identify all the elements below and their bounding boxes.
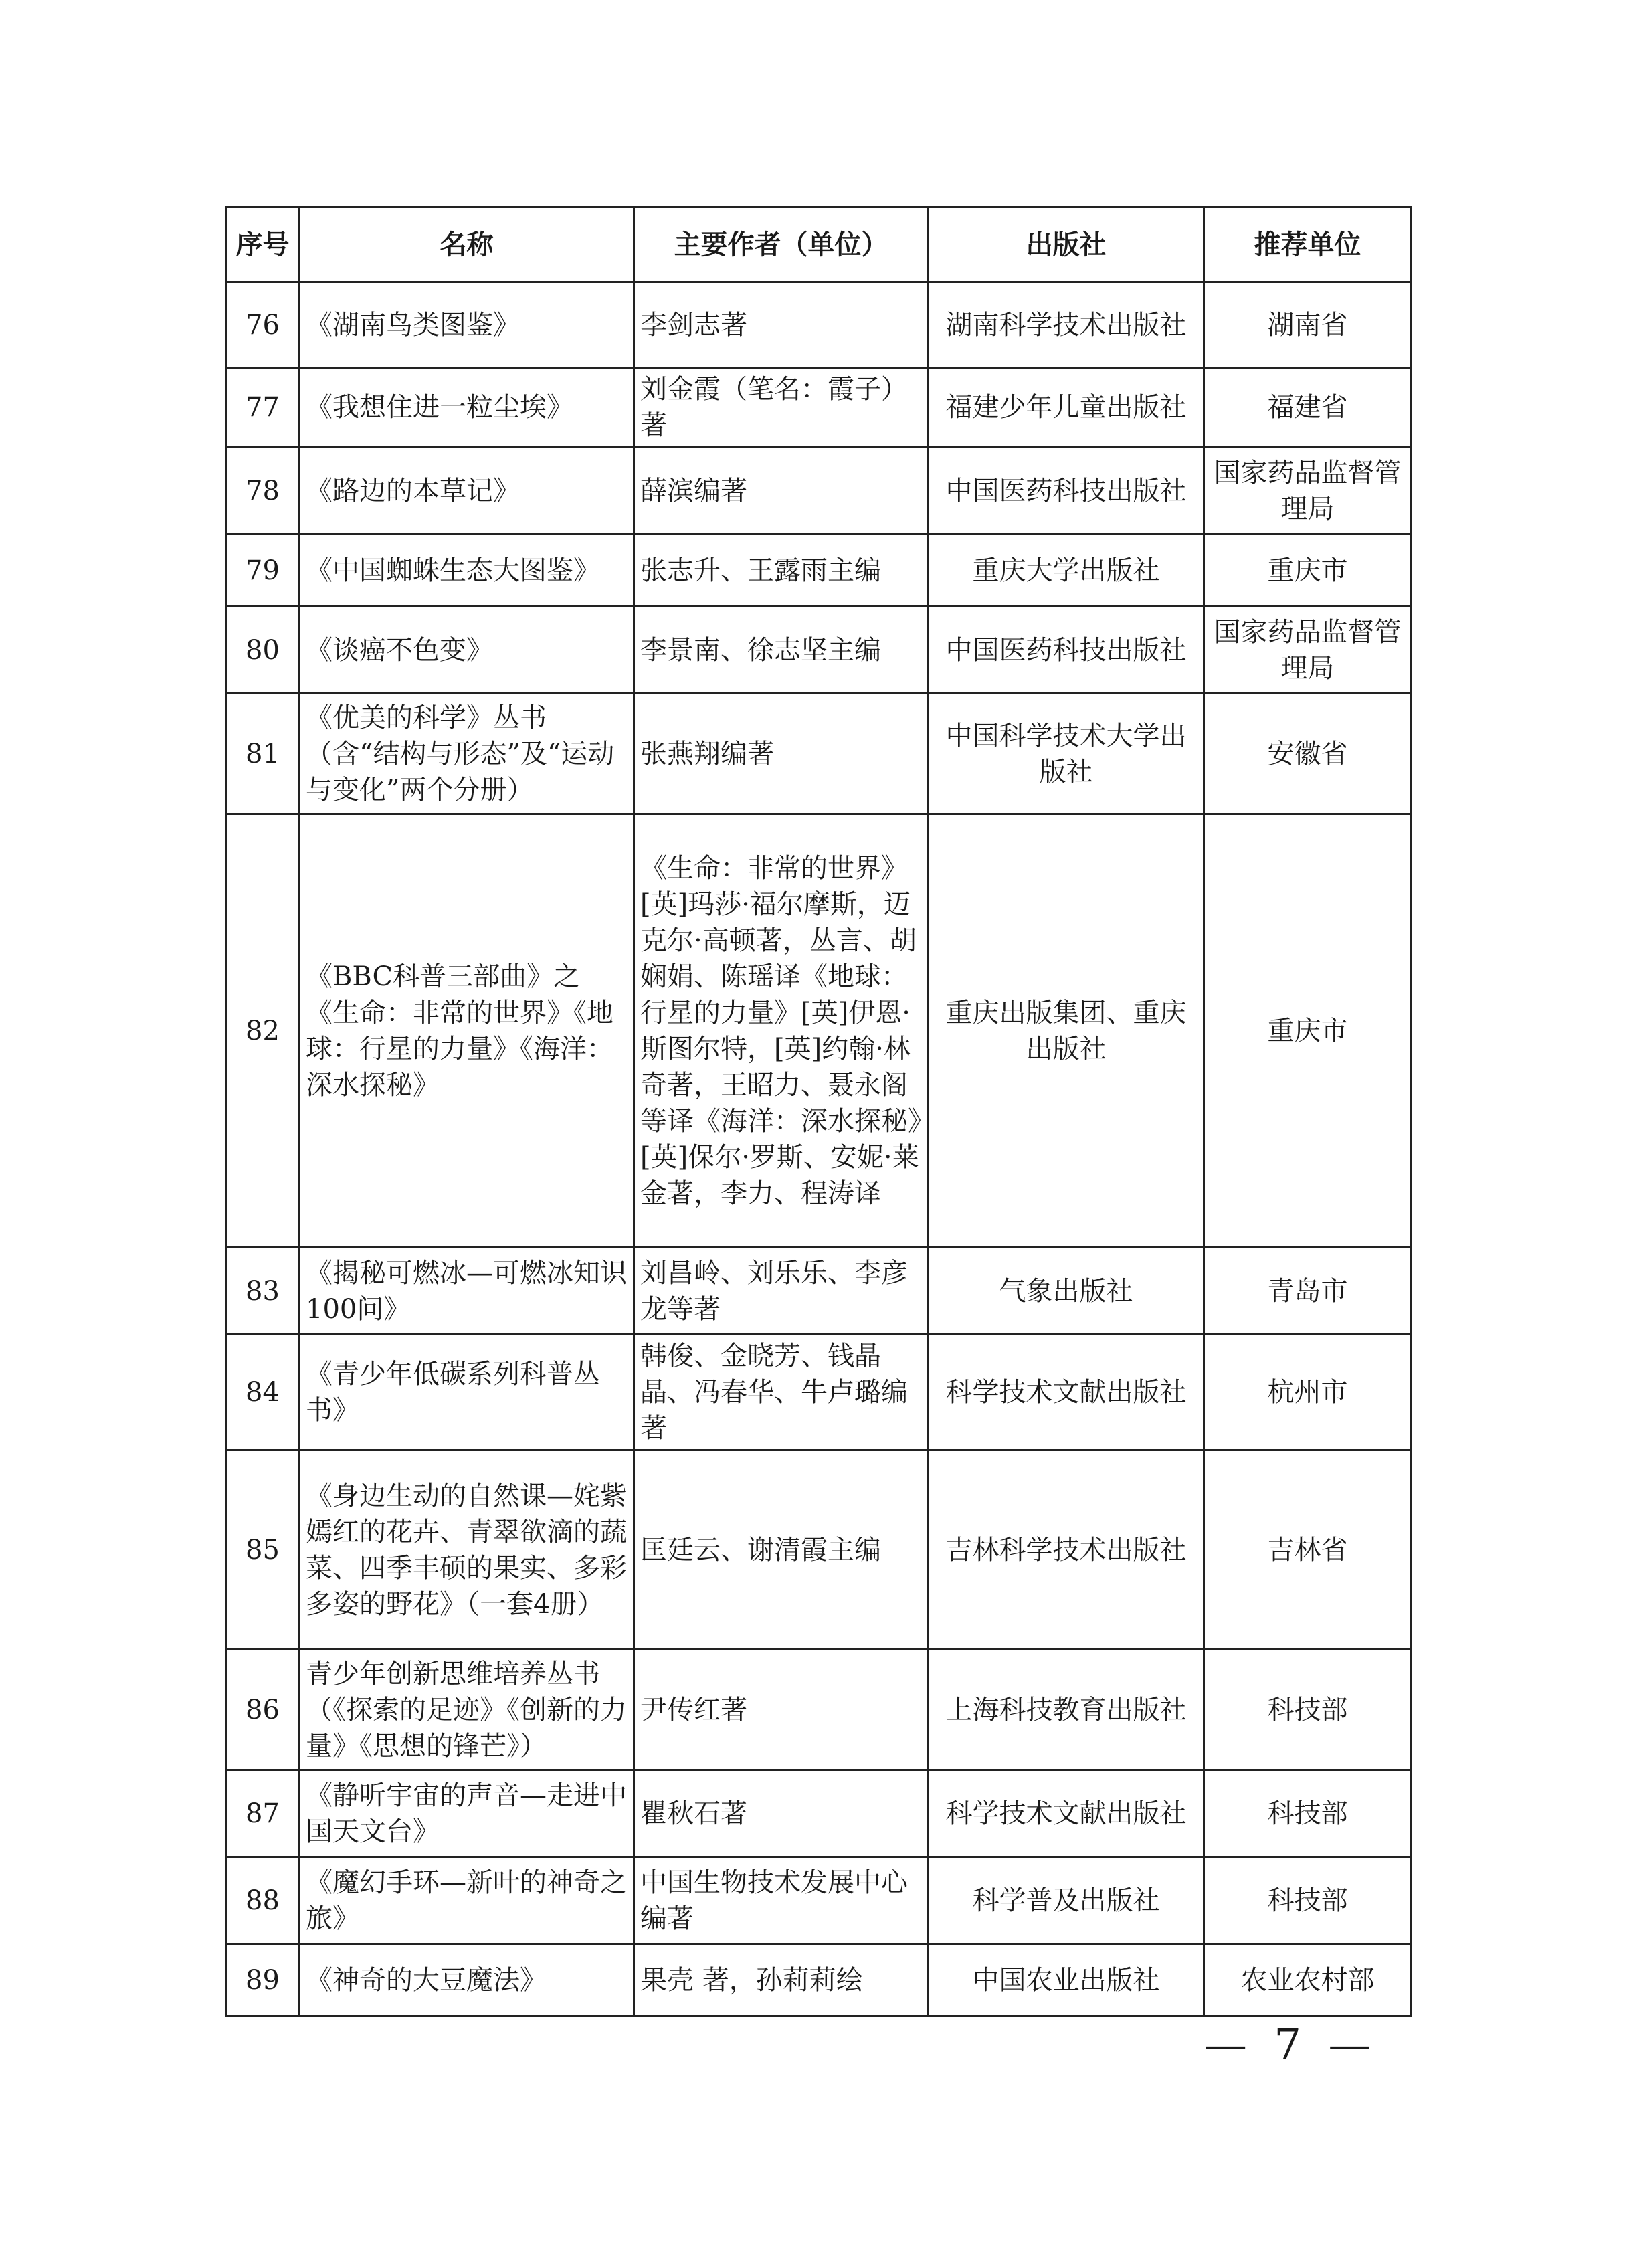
row-title: 《静听宇宙的声音—走进中国天文台》: [300, 1770, 634, 1857]
row-publisher: 科学技术文献出版社: [929, 1335, 1204, 1450]
table-row: [226, 694, 1412, 814]
table-row: [226, 368, 1412, 448]
row-author: 中国生物技术发展中心编著: [634, 1857, 929, 1944]
row-index: 81: [226, 694, 300, 814]
row-publisher: 中国医药科技出版社: [929, 607, 1204, 694]
row-index: 82: [226, 814, 300, 1248]
row-title: 《优美的科学》丛书（含“结构与形态”及“运动与变化”两个分册）: [300, 694, 634, 814]
row-recommender: 福建省: [1204, 368, 1412, 448]
row-publisher: 重庆出版集团、重庆出版社: [929, 814, 1204, 1248]
row-author: 尹传红著: [634, 1650, 929, 1770]
header-index: 序号: [226, 207, 300, 282]
row-title: 《湖南鸟类图鉴》: [300, 282, 634, 368]
header-author: 主要作者（单位）: [634, 207, 929, 282]
row-publisher: 上海科技教育出版社: [929, 1650, 1204, 1770]
row-author: 刘昌岭、刘乐乐、李彦龙等著: [634, 1248, 929, 1335]
row-author: 瞿秋石著: [634, 1770, 929, 1857]
row-recommender: 重庆市: [1204, 535, 1412, 607]
row-index: 79: [226, 535, 300, 607]
row-publisher: 福建少年儿童出版社: [929, 368, 1204, 448]
table-row: [226, 1248, 1412, 1335]
row-title: 《路边的本草记》: [300, 448, 634, 535]
row-recommender: 科技部: [1204, 1857, 1412, 1944]
row-publisher: 科学技术文献出版社: [929, 1770, 1204, 1857]
row-index: 84: [226, 1335, 300, 1450]
row-index: 83: [226, 1248, 300, 1335]
row-recommender: 科技部: [1204, 1770, 1412, 1857]
row-title: 《中国蜘蛛生态大图鉴》: [300, 535, 634, 607]
row-recommender: 重庆市: [1204, 814, 1412, 1248]
row-title: 《青少年低碳系列科普丛书》: [300, 1335, 634, 1450]
row-index: 77: [226, 368, 300, 448]
row-publisher: 中国医药科技出版社: [929, 448, 1204, 535]
row-recommender: 国家药品监督管理局: [1204, 448, 1412, 535]
row-publisher: 湖南科学技术出版社: [929, 282, 1204, 368]
row-title: 《BBC科普三部曲》之《生命：非常的世界》《地球：行星的力量》《海洋：深水探秘》: [300, 814, 634, 1248]
row-recommender: 安徽省: [1204, 694, 1412, 814]
row-index: 86: [226, 1650, 300, 1770]
row-author: 《生命：非常的世界》[英]玛莎·福尔摩斯，迈克尔·高顿著，丛言、胡娴娟、陈瑶译《地球：行星的力量》[英]伊恩·斯图尔特，[英]约翰·林奇著，王昭力、聂永阁等译《海洋：深水探秘》[英]保尔·罗斯、安妮·莱金著，李力、程涛译: [634, 814, 929, 1248]
row-title: 《魔幻手环—新叶的神奇之旅》: [300, 1857, 634, 1944]
table-row: [226, 1770, 1412, 1857]
table-row: [226, 1944, 1412, 2016]
row-title: 青少年创新思维培养丛书（《探索的足迹》《创新的力量》《思想的锋芒》）: [300, 1650, 634, 1770]
row-index: 80: [226, 607, 300, 694]
row-publisher: 科学普及出版社: [929, 1857, 1204, 1944]
table-row: [226, 607, 1412, 694]
row-publisher: 气象出版社: [929, 1248, 1204, 1335]
row-author: 韩俊、金晓芳、钱晶晶、冯春华、牛卢璐编著: [634, 1335, 929, 1450]
row-title: 《我想住进一粒尘埃》: [300, 368, 634, 448]
row-author: 薛滨编著: [634, 448, 929, 535]
row-recommender: 吉林省: [1204, 1450, 1412, 1650]
table-row: [226, 1335, 1412, 1450]
row-author: 张燕翔编著: [634, 694, 929, 814]
row-recommender: 湖南省: [1204, 282, 1412, 368]
row-title: 《谈癌不色变》: [300, 607, 634, 694]
row-author: 李景南、徐志坚主编: [634, 607, 929, 694]
row-publisher: 中国农业出版社: [929, 1944, 1204, 2016]
row-recommender: 科技部: [1204, 1650, 1412, 1770]
row-author: 果壳 著，孙莉莉绘: [634, 1944, 929, 2016]
row-recommender: 国家药品监督管理局: [1204, 607, 1412, 694]
table-row: [226, 535, 1412, 607]
row-index: 87: [226, 1770, 300, 1857]
row-index: 88: [226, 1857, 300, 1944]
table-header-row: [226, 207, 1412, 282]
row-recommender: 农业农村部: [1204, 1944, 1412, 2016]
row-publisher: 吉林科学技术出版社: [929, 1450, 1204, 1650]
table-row: [226, 1650, 1412, 1770]
row-recommender: 杭州市: [1204, 1335, 1412, 1450]
row-author: 刘金霞（笔名：霞子）著: [634, 368, 929, 448]
row-publisher: 重庆大学出版社: [929, 535, 1204, 607]
header-title: 名称: [300, 207, 634, 282]
table-row: [226, 1450, 1412, 1650]
row-author: 张志升、王露雨主编: [634, 535, 929, 607]
book-list-table: [225, 206, 1412, 2017]
row-author: 李剑志著: [634, 282, 929, 368]
row-index: 78: [226, 448, 300, 535]
row-recommender: 青岛市: [1204, 1248, 1412, 1335]
page-number: — 7 —: [1204, 2020, 1378, 2070]
row-index: 85: [226, 1450, 300, 1650]
row-title: 《揭秘可燃冰—可燃冰知识100问》: [300, 1248, 634, 1335]
row-title: 《身边生动的自然课—姹紫嫣红的花卉、青翠欲滴的蔬菜、四季丰硕的果实、多彩多姿的野花》（一套4册）: [300, 1450, 634, 1650]
row-index: 76: [226, 282, 300, 368]
row-publisher: 中国科学技术大学出版社: [929, 694, 1204, 814]
header-publisher: 出版社: [929, 207, 1204, 282]
table-row: [226, 1857, 1412, 1944]
table-row: [226, 282, 1412, 368]
row-author: 匡廷云、谢清霞主编: [634, 1450, 929, 1650]
table-row: [226, 448, 1412, 535]
row-title: 《神奇的大豆魔法》: [300, 1944, 634, 2016]
header-recommender: 推荐单位: [1204, 207, 1412, 282]
row-index: 89: [226, 1944, 300, 2016]
table-row: [226, 814, 1412, 1248]
